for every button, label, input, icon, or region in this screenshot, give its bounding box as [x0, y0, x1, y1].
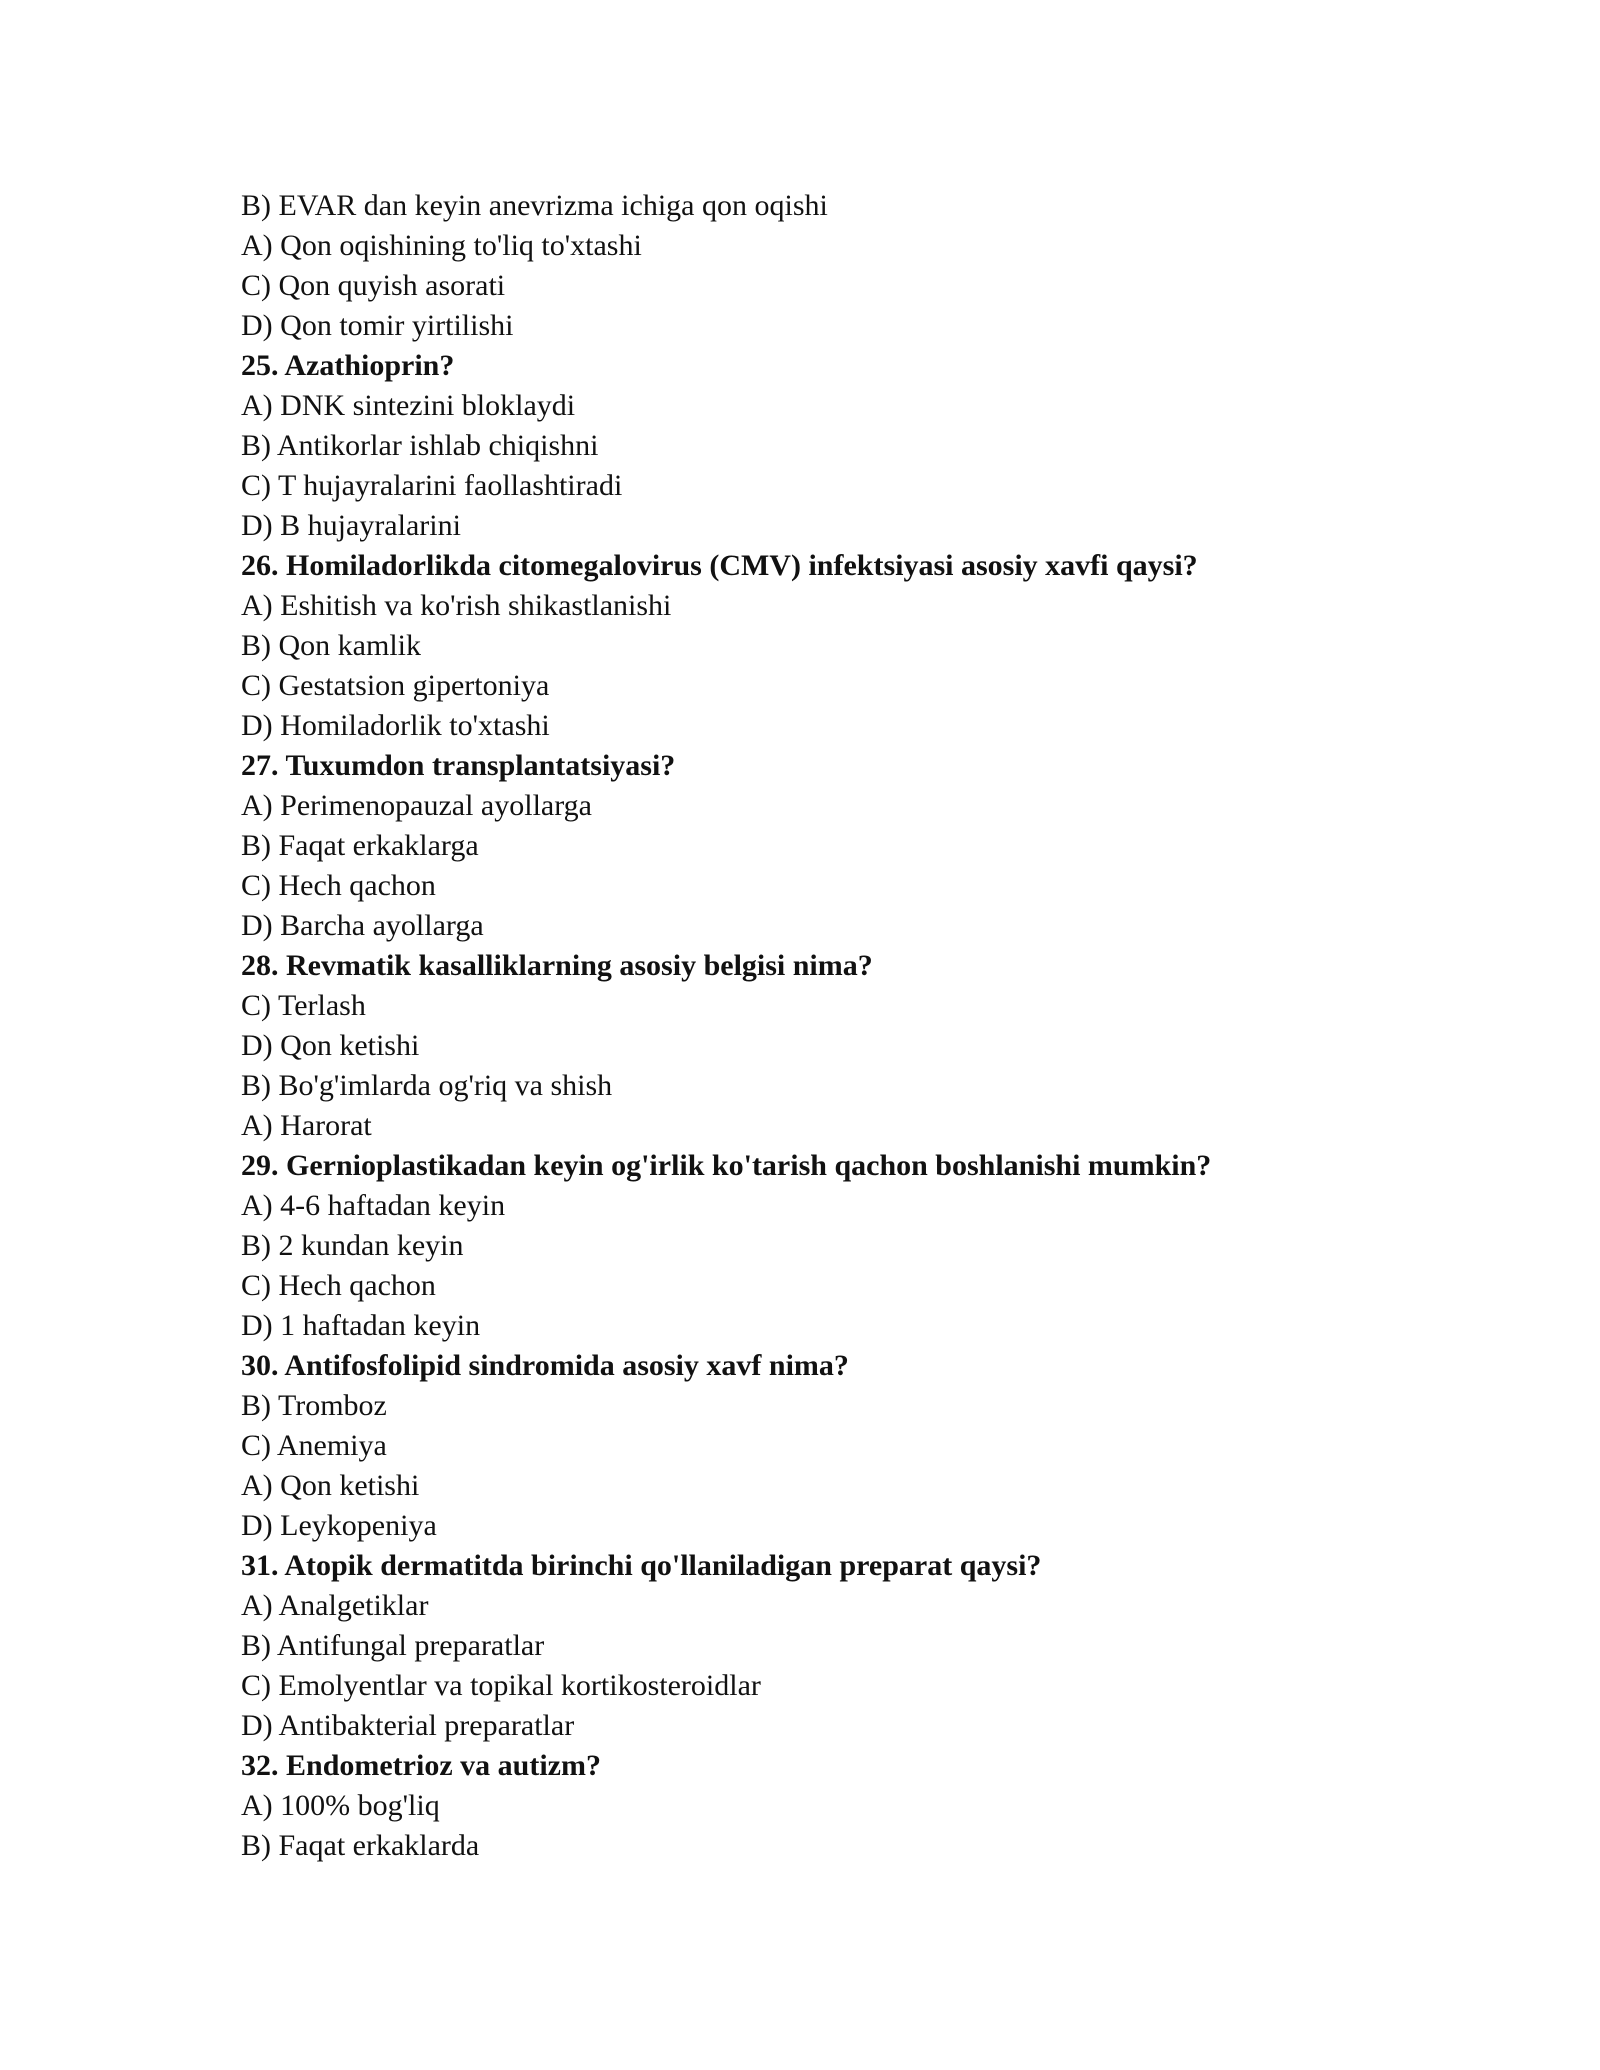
answer-option: C) Hech qachon [241, 869, 436, 902]
answer-option: D) 1 haftadan keyin [241, 1309, 481, 1342]
answer-option: A) 100% bog'liq [241, 1789, 440, 1822]
question-heading: 32. Endometrioz va autizm? [241, 1749, 601, 1782]
answer-option: D) Qon ketishi [241, 1029, 420, 1062]
answer-option: B) Tromboz [241, 1389, 387, 1422]
answer-option: A) DNK sintezini bloklaydi [241, 389, 576, 422]
answer-option: A) Qon oqishining to'liq to'xtashi [241, 229, 642, 262]
document-body [241, 186, 1441, 1866]
answer-option: A) Eshitish va ko'rish shikastlanishi [241, 589, 672, 622]
answer-option: A) Analgetiklar [241, 1589, 429, 1622]
question-heading: 29. Gernioplastikadan keyin og'irlik ko'tarish qachon boshlanishi mumkin? [241, 1149, 1212, 1182]
answer-option: C) Emolyentlar va topikal kortikosteroidlar [241, 1669, 761, 1702]
answer-option: B) Antifungal preparatlar [241, 1629, 545, 1662]
answer-option: C) Gestatsion gipertoniya [241, 669, 550, 702]
answer-option: A) 4-6 haftadan keyin [241, 1189, 506, 1222]
answer-option: B) 2 kundan keyin [241, 1229, 464, 1262]
answer-option: D) B hujayralarini [241, 509, 461, 542]
answer-option: D) Qon tomir yirtilishi [241, 309, 514, 342]
answer-option: B) Bo'g'imlarda og'riq va shish [241, 1069, 613, 1102]
answer-option: A) Perimenopauzal ayollarga [241, 789, 592, 822]
answer-option: A) Harorat [241, 1109, 372, 1142]
question-heading: 31. Atopik dermatitda birinchi qo'llaniladigan preparat qaysi? [241, 1549, 1042, 1582]
answer-option: B) Qon kamlik [241, 629, 421, 662]
answer-option: D) Antibakterial preparatlar [241, 1709, 575, 1742]
answer-option: B) Antikorlar ishlab chiqishni [241, 429, 599, 462]
answer-option: D) Homiladorlik to'xtashi [241, 709, 550, 742]
question-heading: 25. Azathioprin? [241, 349, 455, 382]
answer-option: C) Terlash [241, 989, 366, 1022]
answer-option: D) Leykopeniya [241, 1509, 437, 1542]
question-heading: 27. Tuxumdon transplantatsiyasi? [241, 749, 676, 782]
answer-option: B) EVAR dan keyin anevrizma ichiga qon oqishi [241, 189, 828, 222]
answer-option: B) Faqat erkaklarga [241, 829, 479, 862]
question-heading: 30. Antifosfolipid sindromida asosiy xavf nima? [241, 1349, 849, 1382]
answer-option: D) Barcha ayollarga [241, 909, 484, 942]
answer-option: C) Qon quyish asorati [241, 269, 506, 302]
question-heading: 26. Homiladorlikda citomegalovirus (CMV) infektsiyasi asosiy xavfi qaysi? [241, 549, 1198, 582]
answer-option: C) Hech qachon [241, 1269, 436, 1302]
question-heading: 28. Revmatik kasalliklarning asosiy belgisi nima? [241, 949, 873, 982]
answer-option: A) Qon ketishi [241, 1469, 420, 1502]
answer-option: C) T hujayralarini faollashtiradi [241, 469, 623, 502]
answer-option: C) Anemiya [241, 1429, 387, 1462]
answer-option: B) Faqat erkaklarda [241, 1829, 480, 1862]
